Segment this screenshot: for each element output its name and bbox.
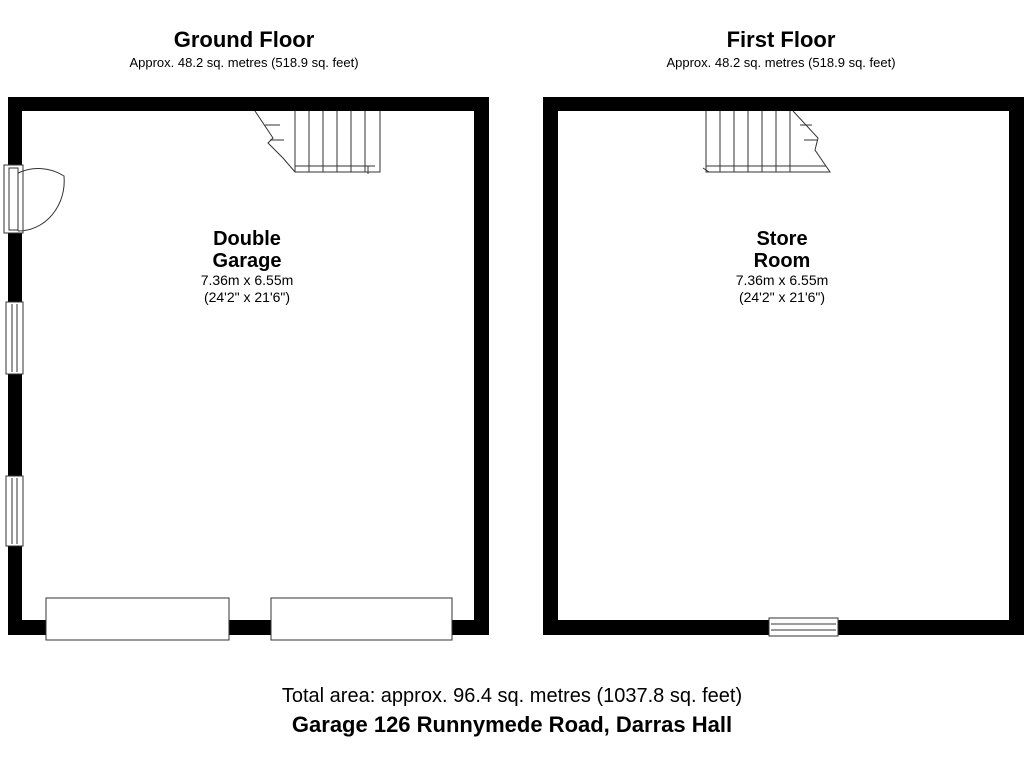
double-garage-name-line1: Double [213,228,281,250]
first-floor-interior [558,111,1009,620]
property-address: Garage 126 Runnymede Road, Darras Hall [291,712,733,737]
garage-door-right [271,598,452,640]
ground-floor-area: Approx. 48.2 sq. metres (518.9 sq. feet) [129,55,359,70]
store-room-name-line2: Room [753,250,811,272]
ground-floor-title: Ground Floor [173,27,315,52]
first-floor-area: Approx. 48.2 sq. metres (518.9 sq. feet) [666,55,896,70]
first-floor-plan [543,97,1024,636]
store-room-dim-metric: 7.36m x 6.55m [735,272,829,288]
double-garage-dim-metric: 7.36m x 6.55m [200,272,294,288]
window-left-lower [6,476,23,546]
ground-floor-plan [4,97,489,640]
garage-door-left [46,598,229,640]
first-floor-window [769,618,838,636]
total-area: Total area: approx. 96.4 sq. metres (1037.8 sq. feet) [281,685,743,707]
window-left-upper [6,302,23,374]
double-garage-name-line2: Garage [212,250,282,272]
double-garage-dim-imperial: (24'2" x 21'6") [203,289,291,305]
first-floor-title: First Floor [726,27,836,52]
store-room-name-line1: Store [756,228,808,250]
store-room-dim-imperial: (24'2" x 21'6") [738,289,826,305]
ground-floor-interior [22,111,474,620]
